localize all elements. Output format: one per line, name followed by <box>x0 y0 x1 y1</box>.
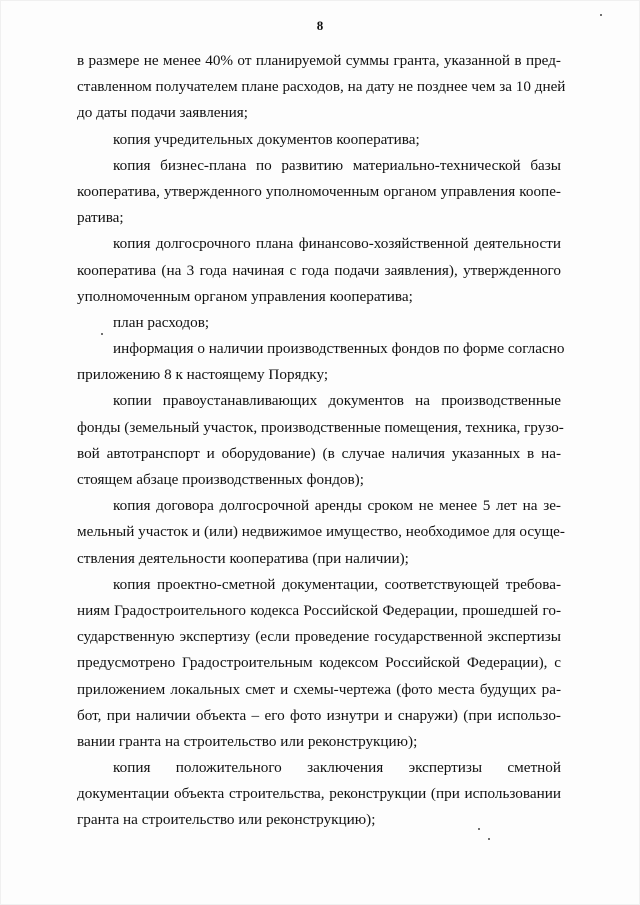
paragraph <box>77 755 561 834</box>
text-line: ниям Градостроительного кодекса Российской Федерации, прошедшей го- <box>77 601 561 619</box>
text-line: вой автотранспорт и оборудование) (в случае наличия указанных в на- <box>77 444 561 462</box>
text-line: копия учредительных документов кооператива; <box>113 130 420 148</box>
document-body <box>77 48 566 834</box>
text-line: копия договора долгосрочной аренды сроком не менее 5 лет на зе- <box>113 497 561 515</box>
text-line: вании гранта на строительство или реконструкцию); <box>77 732 418 750</box>
text-line: предусмотрено Градостроительным кодексом Российской Федерации), с <box>77 654 561 672</box>
text-line: копия долгосрочного плана финансово-хозяйственной деятельности <box>113 235 561 253</box>
paragraph <box>77 388 564 493</box>
text-line: информация о наличии производственных фондов по форме согласно <box>113 340 565 358</box>
text-line: документации объекта строительства, реконструкции (при использовании <box>77 785 561 803</box>
paragraph <box>77 153 561 232</box>
text-line: ратива; <box>77 209 124 227</box>
text-line: кооператива (на 3 года начиная с года подачи заявления), утвержденного <box>77 261 561 279</box>
text-line: кооператива, утвержденного уполномоченным органом управления коопе- <box>77 182 561 200</box>
text-line: копия бизнес-плана по развитию материально-технической базы <box>113 156 561 174</box>
text-line: приложению 8 к настоящему Порядку; <box>77 366 329 384</box>
text-line: ставленном получателем плане расходов, на дату не позднее чем за 10 дней <box>77 78 566 96</box>
paragraph <box>77 493 565 572</box>
text-line: фонды (земельный участок, производственные помещения, техника, грузо- <box>77 418 564 436</box>
scan-speck <box>101 333 103 335</box>
text-line: копия проектно-сметной документации, соответствующей требова- <box>113 575 561 593</box>
text-line: копия положительного заключения экспертизы сметной <box>113 759 561 777</box>
paragraph <box>77 336 565 388</box>
text-line: план расходов; <box>113 313 210 331</box>
page-number: 8 <box>316 18 324 33</box>
paragraph <box>77 572 561 755</box>
text-line: приложением локальных смет и схемы-чертежа (фото места будущих ра- <box>77 680 561 698</box>
scan-speck <box>488 838 490 840</box>
paragraph <box>77 127 561 153</box>
text-line: ствления деятельности кооператива (при наличии); <box>77 549 409 567</box>
scan-speck <box>600 14 602 16</box>
paragraph <box>77 48 566 127</box>
text-line: копии правоустанавливающих документов на производственные <box>113 392 561 410</box>
text-line: бот, при наличии объекта – его фото изнутри и снаружи) (при использо- <box>77 706 561 724</box>
scan-speck <box>478 828 480 830</box>
text-line: стоящем абзаце производственных фондов); <box>77 471 364 488</box>
text-line: уполномоченным органом управления кооператива; <box>77 287 413 305</box>
text-line: в размере не менее 40% от планируемой суммы гранта, указанной в пред- <box>77 52 561 69</box>
text-line: до даты подачи заявления; <box>77 104 249 122</box>
text-line: мельный участок и (или) недвижимое имущество, необходимое для осуще- <box>77 523 565 541</box>
text-line: сударственную экспертизу (если проведение государственной экспертизы <box>77 628 561 646</box>
paragraph <box>77 310 561 336</box>
paragraph <box>77 231 561 310</box>
text-line: гранта на строительство или реконструкцию); <box>77 811 376 829</box>
